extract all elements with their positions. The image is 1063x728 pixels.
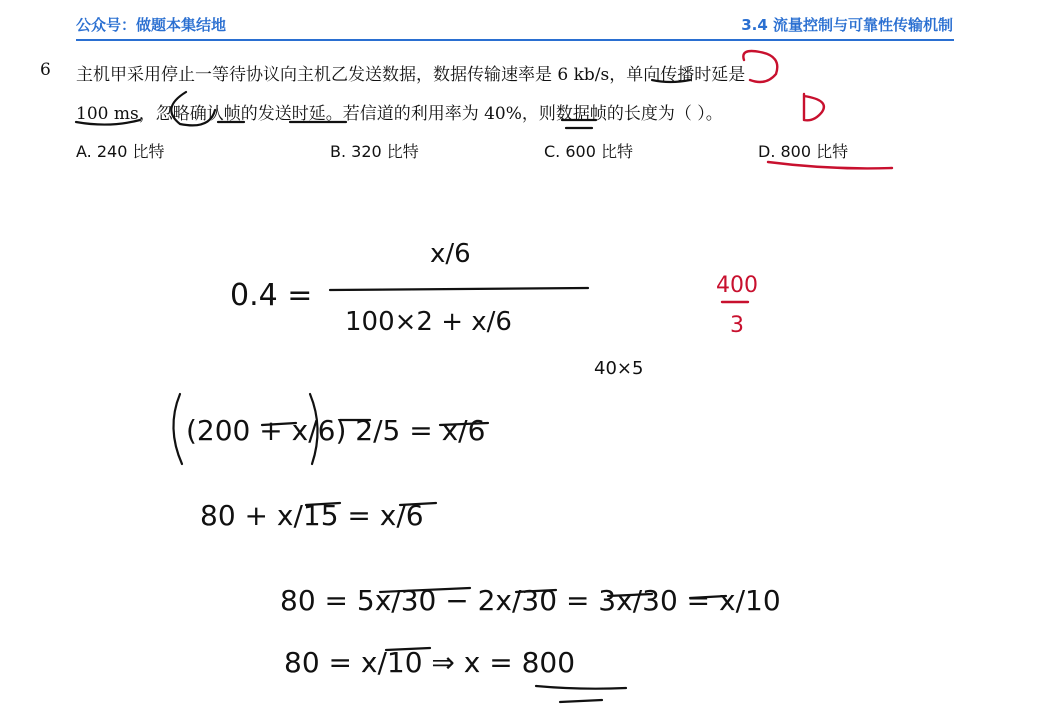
option-c-text: 600 比特 [565,142,633,161]
answer-options [76,139,976,163]
header-source: 公众号：做题本集结地 [76,16,227,34]
question-text-line-2: 100 ms，忽略确认帧的发送时延。若信道的利用率为 40%，则数据帧的长度为（ ）。 [76,104,723,124]
option-c-letter: C. [544,142,561,161]
eq3-bars [380,588,726,598]
right-paren [310,394,318,464]
option-b-text: 320 比特 [351,142,419,161]
side-calc-bottom: 3 [730,313,744,338]
eq-main-denominator: 100×2 + x/6 [345,307,512,337]
eq-step-2: 80 + x/15 = x/6 [200,499,424,532]
side-calc-top: 400 [716,273,758,298]
eq1-bars [262,420,488,425]
question-text-line-1: 主机甲采用停止一等待协议向主机乙发送数据，数据传输速率是 6 kb/s，单向传播时延是 [76,65,746,85]
question-number: 6 [40,60,51,80]
option-a [76,139,164,162]
answer-mark-D [804,94,824,120]
eq4-bar [386,648,430,650]
eq-step-3: 80 = 5x/30 − 2x/30 = 3x/30 = x/10 [280,584,781,617]
main-fraction-bar [330,288,588,290]
eq-step-1: (200 + x/6) 2/5 = x/6 [186,414,486,447]
page-header [0,0,1063,40]
option-a-text: 240 比特 [96,142,165,161]
option-d-letter: D. [758,142,776,161]
option-c [544,139,633,162]
option-a-letter: A. [76,142,92,161]
option-b-letter: B. [330,142,347,161]
option-d-text: 800 比特 [780,142,849,161]
eq-main-lhs: 0.4 = [230,278,313,313]
red-annotations [722,51,892,302]
eq2-bars [306,503,436,505]
circle-oneway [743,51,777,82]
eq-step-4: 80 = x/10 ⇒ x = 800 [284,646,576,679]
header-section-title: 3.4 流量控制与可靠性传输机制 [741,16,953,34]
header-divider [76,39,954,41]
option-d [758,139,848,162]
left-paren [173,394,182,464]
side-note: 40×5 [594,358,644,379]
final-underline [536,686,626,702]
eq-main-numerator: x/6 [430,239,471,269]
black-annotations [76,80,726,702]
option-b [330,139,419,162]
